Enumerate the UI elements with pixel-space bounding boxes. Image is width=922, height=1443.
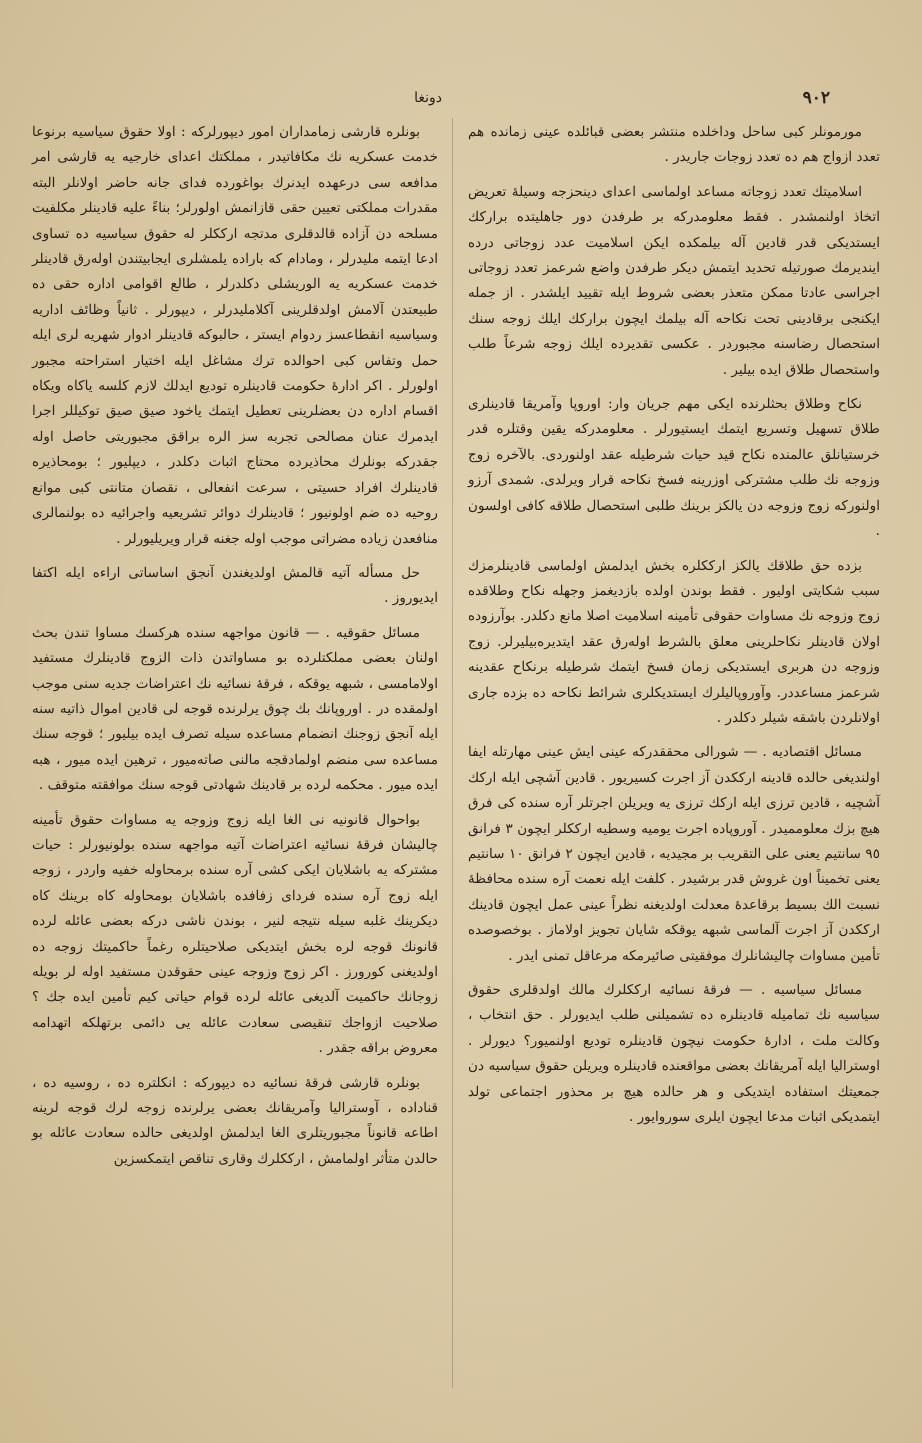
paragraph: حل مسأله آتیه قالمش اولدیغندن آنجق اساساتی اراءه ایله اکتفا ایدیوروز . [32,564,438,607]
left-column [32,120,438,1181]
paragraph: اسلامیتك تعدد زوجاته مساعد اولماسی اعدای دینحزجه وسیلهٔ تعریض اتخاذ اولنمشدر . فقط معلومدرکه بر طرفدن دور جاهلیتده برارکك ایستدیکی قدر قادین آله بیلمکده ایکن اسلامیت عدد زوجاتی دردە ایندیرمك صورتیله تحدید ایتمش دیکر طرفدن واضع شرعمز تعدد زوجاتی اجراسی عادتا ممکن متعذر بعضی شروط ایله تقیید ایلشدر . از جمله ایکنجی برقادینی تحت نکاحه آله بیلمك ایچون برارکك ایلك زوجه سنك استحصال رضاسنه مجبوردر . عکسی تقدیرده ایلك زوجه شرعاً طلب واستحصال طلاق ایده بیلیر . [468,183,880,378]
paragraph: مسائل سیاسیه . — فرقهٔ نسائیه ارککلرك مالك اولدقلری حقوق سیاسیه نك تمامیله قادینلره ده تشمیلنی طلب ایدیورلر . حق انتخاب ، وکالت ملت ، ادارهٔ حکومت نیچون قادینلره تودیع اولنمیور؟ دیورلر . اوسترالیا ایله آمریقانك بعضی مواقعنده قادینلره ویریلن حقوق سیاسیه دن جمعیتك استفاده ایتدیکی و هر حالده هیچ بر محذور اجتماعی تولد ایتمدیکی اثبات مدعا ایچون ایلری سوروایور . [468,982,880,1126]
paragraph: بواحوال قانونیه نی الغا ایله زوج وزوجه یه مساوات حقوق تأمینه چالیشان فرقهٔ نسائیه اعتراضات آتیه مواجهه سنده بولونیورلر : حیات مشترکه یه باشلایان ایکی کشی آره سنده برمحاوله خفیه واردر ، زوجه ایله زوج آره سنده فردای زفافده باشلایان بومحاوله کاه برینك کاه دیکرینك غلبه سیله نتیجه لنیر ، بوندن ناشی درکه بعضی عائله لرده قانونك قوجه لره بخش ایتدیکی صلاحیتلره رغماً حاکمیتك زوجه ده اولدیغنی کورورز . اکر زوج وزوجه عینی حقوقدن مستفید اوله لر بویله زوجانك حاکمیت آلدیغی عائله لرده قوام حیاتی کیم تأمین ایده جك ؟ صلاحیت ازواجك تنقیصی سعادت عائله یی دائمی برتهلکه اتهدامه معروض براقه جقدر . [32,811,438,1057]
page-header [40,88,882,112]
column-divider [452,118,453,1388]
paragraph: بونلره قارشی فرقهٔ نسائیه ده دیپورکه : انکلتره ده ، روسیه ده ، قناداده ، آوسترالیا وآمریقانك بعضی یرلرنده زوجه لرك قوجه لرینه اطاعه قانوناً مجبوریتلری الغا ایدلمش اولدیغی حالده سعادت عائله بو حالدن متأثر اولمامش ، ارککلرك وقاری تناقص ایتمکسزین [32,1074,438,1167]
running-title: دونغا [414,90,442,106]
paragraph: مسائل حقوقیه . — قانون مواجهه سنده هرکسك مساوا تندن بحث اولنان بعضی مملکتلرده بو مساواتدن ذات الزوج قادینلرك مستفید اولامامسی ، شبهه یوقکه ، فرقهٔ نسائیه نك اعتراضات جدیه سنی موجب اولمقده در . اوروپانك بك چوق یرلرنده قوجه لی قادین اموال ذاتیه سنه ایله آنجق زوجنك انضمام مساعده سیله تصرف ایده بیلیور ؛ قوجه سنك مساعده سی منضم اولمادقجه مالنی صاتەمیور ، ترهین ایده میور ، هبه ایده میور . محکمه لرده بر قادینك شهادتی قوجه سنك موافقته متوقف . [32,624,438,794]
paragraph: مسائل اقتصادیه . — شورالی محققدرکه عینی ایش عینی مهارتله ایفا اولندیغی حالده قادینه ارککدن آز اجرت کسیریور . قادین آشچی ایله ارکك آشچیه ، قادین ترزی ایله ارکك ترزی یه ویریلن اجرتلر آره سنده کی فرق هیچ بزك معلوممیدر . آوروپاده اجرت یومیه وسطیه ارککلر ایچون ٣ فرانق ٩٥ سانتیم یعنی علی التقریب بر مجیدیه ، قادین ایچون ٢ فرانق ١٠ سانتیم یعنی تخمیناً اون غروش قدر برشیدر . کلفت ایله نعمت آره سنده محافظهٔ نسبت الك بسیط برقاعدهٔ معدلت اولدیغنه نظراً عینی عمل ایچون قادینك ارککدن آز اجرت آلماسی شبهه یوقکه شایان تجویز اولاماز . بوخصوصده تأمین مساوات چالیشانلرك موفقیتی صائیرمکه مرعاقل تمنی ایدر . [468,744,880,964]
page-number: ٩٠٢ [802,88,830,108]
paragraph: نکاح وطلاق بحثلرنده ایکی مهم جریان وار: اوروپا وآمریقا قادینلری طلاق تسهیل وتسریع ایتمك ایستیورلر . معلومدرکه یقین وقتلره قدر خرستیانلق عالمنده نکاح قید حیات شرطیله عقد اولنوردی. بالآخره زوج وزوجه نك طلب مشترکی اوزرینه فسخ نکاحه قرار ویرلدی. شمدی آرزو اولنورکه زوج وزوجه دن یالکز برینك طلبی استحصال طلاقه کافی اولسون . [468,396,880,540]
right-column [468,120,880,1139]
paragraph: بزده حق طلاقك یالکز ارککلره بخش ایدلمش اولماسی قادینلرمزك سبب شکایتی اولیور . فقط بوندن اولده بازدیغمز وجهله نکاح وطلاقده زوج وزوجه نك مساوات حقوقی تأمینه اسلامیت اصلا مانع دکلدر. بوآرزوده اولان قادینلر نکاحلرینی معلق بالشرط اولەرق عقد ایتدیرەبیلیرلر. زوج وزوجه دن هربری ایستدیکی زمان فسخ ایتمك شرطیله برنکاح عقدینه شرعمز مساعددر. وآوروپالیلرك ایستدیکلری شرائط نکاحه ده بزده جاری اولانلردن باشقه شیلر دکلدر . [468,557,880,726]
paragraph: مورمونلر کبی ساحل وداخلده منتشر بعضی قبائلده عینی زمانده هم تعدد ازواج هم ده تعدد زوجات جاریدر . [468,124,880,166]
paragraph: بونلره قارشی زمامداران امور دیپورلرکه : اولا حقوق سیاسیه برنوعا خدمت عسکریه نك مکافاتیدر ، مملکتك اعدای خارجیه یه قارشی امر مدافعه سی درعهده ایدنرك بواغورده فدای جانه حاضر اولانلر البته مقدرات مملکتی تعیین حقی قازانمش اولورلر؛ بناءً علیه قادینلر مکلفیت مسلحه دن آزاده قالدقلری مدتجه ارککلر له حقوق سیاسیه ده تساوی ادعا ایتمه ملیدرلر ، ومادام که باراده یلمشلری ایجابیتندن اولەرق قادینلر خدمت عسکریه یه الوریشلی دکلدرلر ، طالع اقوامی اداره حقی ده طبیعتدن آلامش اولدقلرینی آکلاملیدرلر ، دیپورلر . ثانیاً وظائف اداریه وسیاسیه انقطاعسز ردوام ایستر ، حالبوکه قادینلر ادوار شهریه لری ایله حمل وتفاس کبی احوالده ترك مشاغل ایله اختیار استراحته مجبور اولورلر . اکر ادارهٔ حکومت قادینلره تودیع ایدلك لازم کلسه یاکاه ویکاه اقسام اداره دن بعضلرینی تعطیل ایتمك یاخود صیق صیق توکیللر اجرا ایدمرك عنان مصالحی تجربه سز الره براقق مجبوریتی حاصل اوله جقدرکه بونلرك محاذیرده محتاج اثبات دکلدر ، دیپلیور ؛ بومحاذیره قادینلرك افراد حسیتی ، سرعت انفعالی ، نقصان متانتی کبی موانع روحیه ده ضم اولونیور ؛ قادینلرك دوائر تشریعیه واجرائیه ده بولنمالری منافعدن زیاده مضراتی موجب اوله جغنه قرار ویریلیورلر . [32,124,438,547]
